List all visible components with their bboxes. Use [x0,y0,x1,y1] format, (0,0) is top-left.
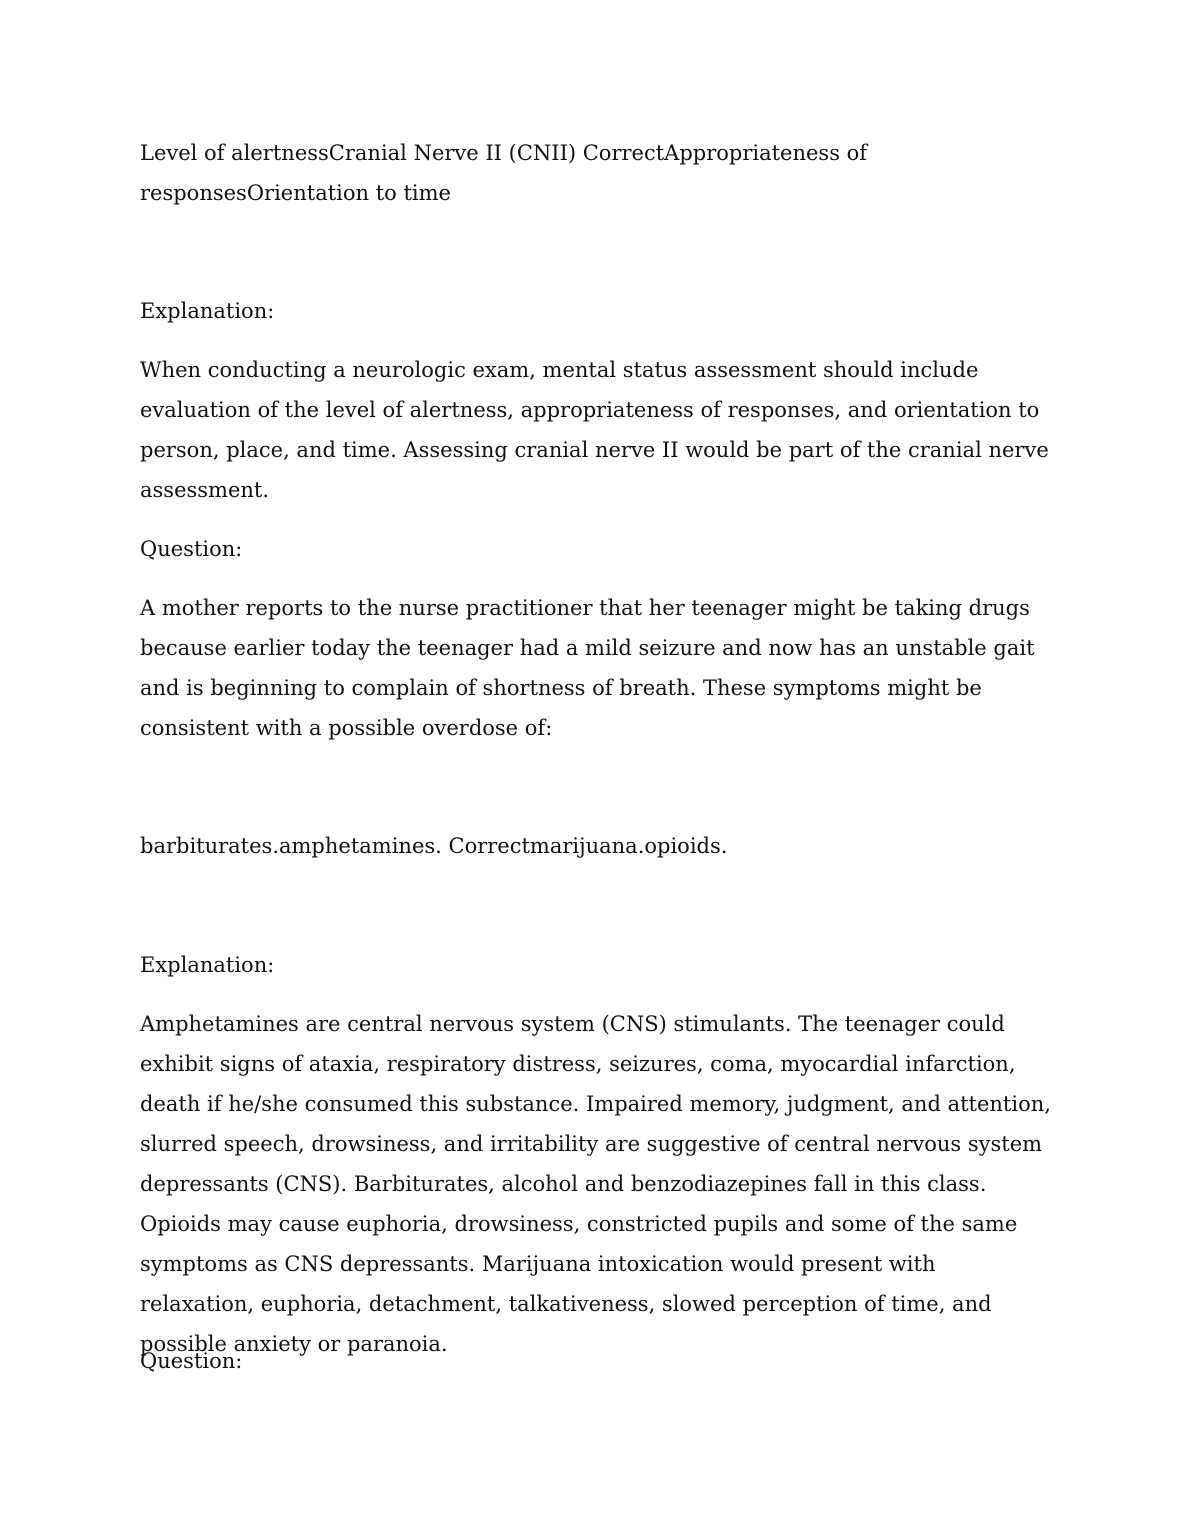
explanation-heading-1: Explanation: [140,299,275,323]
answer-choices-1: Level of alertnessCranial Nerve II (CNII) CorrectAppropriateness of responsesOrientation to time [140,141,868,205]
question-heading-2: Question: [140,1349,243,1373]
explanation-text-1: When conducting a neurologic exam, mental status assessment should include evaluation of the level of alertness, appropriateness of responses, and orientation to person, place, and time. Assessing cranial nerve II would be part of the cranial nerve assessment. [140,358,1049,502]
question-heading-1: Question: [140,537,243,561]
answer-choices-2: barbiturates.amphetamines. Correctmarijuana.opioids. [140,834,728,858]
explanation-heading-2: Explanation: [140,953,275,977]
explanation-text-2: Amphetamines are central nervous system (CNS) stimulants. The teenager could exhibit signs of ataxia, respiratory distress, seizures, coma, myocardial infarction, death if he/she consumed this substance. Impaired memory, judgment, and attention, slurred speech, drowsiness, and irritability are suggestive of central nervous system depressants (CNS). Barbiturates, alcohol and benzodiazepines fall in this class. Opioids may cause euphoria, drowsiness, constricted pupils and some of the same symptoms as CNS depressants. Marijuana intoxication would present with relaxation, euphoria, detachment, talkativeness, slowed perception of time, and possible anxiety or paranoia. [140,1012,1051,1356]
question-text-1: A mother reports to the nurse practitioner that her teenager might be taking drugs because earlier today the teenager had a mild seizure and now has an unstable gait and is beginning to complain of shortness of breath. These symptoms might be consistent with a possible overdose of: [140,596,1035,740]
